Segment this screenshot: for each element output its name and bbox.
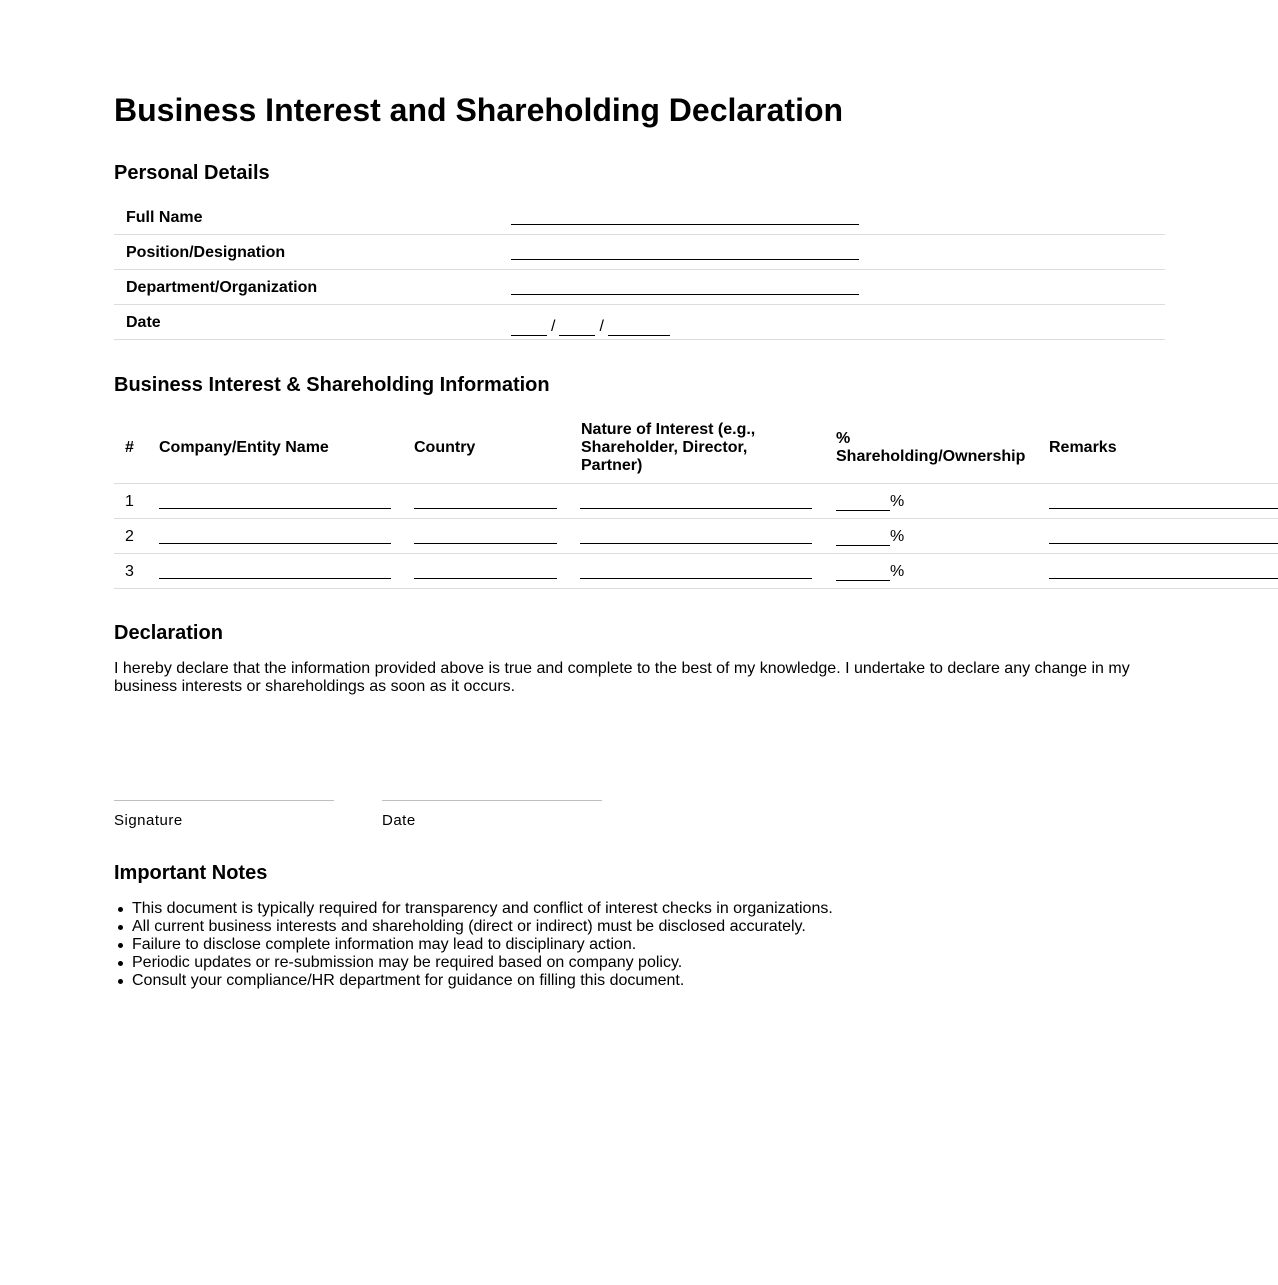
date-day-field[interactable] [511,318,547,336]
position-field[interactable] [511,259,859,260]
position-row [114,235,1165,270]
country-field[interactable] [414,543,557,544]
table-row [114,554,1278,589]
date-year-field[interactable] [608,318,670,336]
personal-details-heading: Personal Details [114,162,270,184]
table-row [114,519,1278,554]
table-header-row [114,412,1278,484]
signature-label: Signature [114,812,183,829]
date-month-field[interactable] [559,318,595,336]
important-notes-heading: Important Notes [114,862,268,884]
table-row [114,484,1278,519]
full-name-field[interactable] [511,224,859,225]
notes-list [114,900,833,990]
col-company-header: Company/Entity Name [159,439,329,456]
col-number-header: # [125,439,134,456]
declaration-text: I hereby declare that the information provided above is true and complete to the best of my knowledge. I undertake to declare any change in my business interests or shareholdings as soon as it occurs. [114,660,1130,695]
signature-date-line[interactable] [382,800,602,801]
list-item: Periodic updates or re-submission may be required based on company policy. [114,954,833,972]
col-nature-header: Nature of Interest (e.g., Shareholder, Director, Partner) [581,421,756,474]
date-field [511,317,670,336]
col-remarks-header: Remarks [1049,439,1117,456]
percent-field [836,562,904,581]
percent-input[interactable] [836,494,890,511]
nature-field[interactable] [580,578,812,579]
nature-field[interactable] [580,508,812,509]
business-interest-heading: Business Interest & Shareholding Information [114,374,550,396]
position-label: Position/Designation [126,244,286,261]
remarks-field[interactable] [1049,543,1278,544]
company-field[interactable] [159,578,391,579]
company-field[interactable] [159,508,391,509]
col-country-header: Country [414,439,476,456]
col-percent-header [836,430,1025,466]
personal-details-table [114,200,1165,340]
percent-field [836,492,904,511]
row-number: 1 [125,493,134,510]
department-label: Department/Organization [126,279,318,296]
date-separator: / [551,318,556,335]
percent-sign: % [890,493,905,510]
date-separator: / [599,318,604,335]
col-percent-header-label: Shareholding/Ownership [836,448,1026,465]
percent-sign: % [890,563,905,580]
list-item: Failure to disclose complete information may lead to disciplinary action. [114,936,833,954]
signature-line[interactable] [114,800,334,801]
nature-field[interactable] [580,543,812,544]
date-row [114,305,1165,340]
signature-date-label: Date [382,812,416,829]
percent-sign: % [890,528,905,545]
col-percent-header-symbol: % [836,430,851,447]
list-item: Consult your compliance/HR department for guidance on filling this document. [114,972,833,990]
department-row [114,270,1165,305]
percent-field [836,527,904,546]
row-number: 2 [125,528,134,545]
page-title: Business Interest and Shareholding Declaration [114,92,844,128]
declaration-heading: Declaration [114,622,223,644]
remarks-field[interactable] [1049,578,1278,579]
date-label: Date [126,314,161,331]
list-item: All current business interests and shareholding (direct or indirect) must be disclosed accurately. [114,918,833,936]
country-field[interactable] [414,508,557,509]
business-interest-table [114,412,1278,589]
remarks-field[interactable] [1049,508,1278,509]
percent-input[interactable] [836,529,890,546]
percent-input[interactable] [836,564,890,581]
full-name-row [114,200,1165,235]
company-field[interactable] [159,543,391,544]
list-item: This document is typically required for transparency and conflict of interest checks in organizations. [114,900,833,918]
row-number: 3 [125,563,134,580]
department-field[interactable] [511,294,859,295]
full-name-label: Full Name [126,209,203,226]
country-field[interactable] [414,578,557,579]
